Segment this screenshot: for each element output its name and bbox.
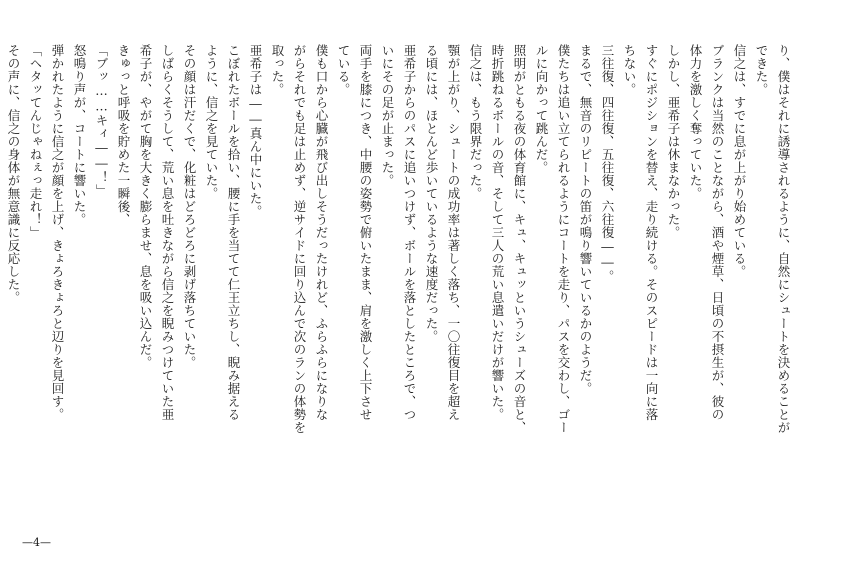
text-line: る頃には、ほとんど歩いているような速度だった。 xyxy=(424,44,439,343)
text-line: ように、信之を見ていた。 xyxy=(204,44,219,200)
text-line: がらそれでも足は止めず、逆サイドに回り込んで次のランの体勢を xyxy=(292,44,307,434)
text-line: 亜希子は――真ん中にいた。 xyxy=(248,44,263,218)
text-line: ている。 xyxy=(336,44,351,96)
text-line: 時折跳ねるボールの音、そして三人の荒い息遣いだけが響いた。 xyxy=(490,44,505,421)
text-line: できた。 xyxy=(754,44,769,96)
text-line: り、僕はそれに誘導されるように、自然にシュートを決めることが xyxy=(776,44,791,434)
text-line: ちない。 xyxy=(622,44,637,96)
text-line: まるで、無音のリピートの笛が鳴り響いているかのようだ。 xyxy=(578,44,593,395)
text-line: すぐにポジションを替え、走り続ける。そのスピードは一向に落 xyxy=(644,44,659,421)
text-line: 照明がともる夜の体育館に、キュ、キュッというシューズの音と、 xyxy=(512,44,527,434)
text-line: 信之は、すでに息が上がり始めている。 xyxy=(732,44,747,278)
page-number: —4— xyxy=(22,536,51,549)
text-line: その顔は汗だくで、化粧はどろどろに剥げ落ちていた。 xyxy=(182,44,197,369)
text-line: 「ブッ……キィ――！」 xyxy=(94,44,109,197)
text-line: 僕も口から心臓が飛び出しそうだったけれど、ふらふらになりな xyxy=(314,44,329,421)
text-line: ルに向かって跳んだ。 xyxy=(534,44,549,174)
text-line: 「ヘタッてんじゃねぇっ走れ！」 xyxy=(28,44,43,239)
text-line: こぼれたボールを拾い、腰に手を当てて仁王立ちし、睨み据える xyxy=(226,44,241,421)
text-line: 顎が上がり、シュートの成功率は著しく落ち、一〇往復目を超え xyxy=(446,44,461,421)
text-line: 僕たちは追い立てられるようにコートを走り、パスを交わし、ゴー xyxy=(556,44,571,434)
text-line: 三往復、四往復、五往復、六往復――。 xyxy=(600,44,615,283)
text-line: きゅっと呼吸を貯めた一瞬後、 xyxy=(116,44,131,226)
text-line: しばらくそうして、荒い息を吐きながら信之を睨みつけていた亜 xyxy=(160,44,175,421)
vertical-text-body xyxy=(6,44,794,520)
text-line: その声に、信之の身体が無意識に反応した。 xyxy=(6,44,21,304)
text-line: 取った。 xyxy=(270,44,285,96)
text-line: 怒鳴り声が、コートに響いた。 xyxy=(72,44,87,226)
text-line: 信之は、もう限界だった。 xyxy=(468,44,483,200)
text-line: いにその足が止まった。 xyxy=(380,44,395,187)
text-line: 両手を膝につき、中腰の姿勢で俯いたまま、肩を激しく上下させ xyxy=(358,44,373,421)
text-line: 弾かれたように信之が顔を上げ、きょろきょろと辺りを見回す。 xyxy=(50,44,65,421)
text-line: 亜希子からのパスに追いつけず、ボールを落としたところで、つ xyxy=(402,44,417,421)
text-line: ブランクは当然のことながら、酒や煙草、日頃の不摂生が、彼の xyxy=(710,44,725,421)
text-line: 希子が、やがて胸を大きく膨らませ、息を吸い込んだ。 xyxy=(138,44,153,369)
text-line: 体力を激しく奪っていた。 xyxy=(688,44,703,200)
text-line: しかし、亜希子は休まなかった。 xyxy=(666,44,681,239)
